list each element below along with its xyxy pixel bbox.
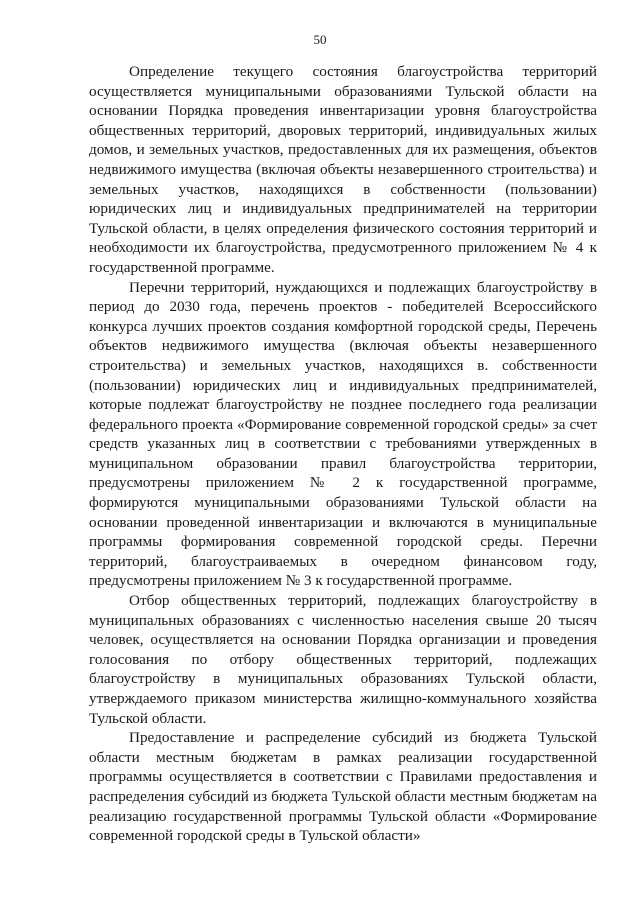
paragraph-current-state: Определение текущего состояния благоустройства территорий осуществляется муниципальными образованиями Тульской области на основании Порядка проведения инвентаризации уровня благоустройства общественных территорий, дворовых территорий, индивидуальных жилых домов, и земельных участков, предоставленных для их размещения, объектов недвижимого имущества (включая объекты незавершенного строительства) и земельных участков, находящихся в собственности (пользовании) юридических лиц и индивидуальных предпринимателей на территории Тульской области, в целях определения физического состояния территорий и необходимости их благоустройства, предусмотренного приложением № 4 к государственной программе. (89, 63, 597, 276)
paragraph-public-territory-selection: Отбор общественных территорий, подлежащих благоустройству в муниципальных образованиях с численностью населения свыше 20 тысяч человек, осуществляется на основании Порядка организации и проведения голосования по отбору общественных территорий, подлежащих благоустройству в муниципальных образованиях Тульской области, утверждаемого приказом министерства жилищно-коммунального хозяйства Тульской области. (89, 592, 597, 727)
page-number: 50 (313, 32, 327, 47)
paragraph-territory-lists: Перечни территорий, нуждающихся и подлежащих благоустройству в период до 2030 года, перечень проектов - победителей Всероссийского конкурса лучших проектов создания комфортной городской среды, Перечень объектов недвижимого имущества (включая объекты незавершенного строительства) и земельных участков, находящихся в. собственности (пользовании) юридических лиц и индивидуальных предпринимателей, которые подлежат благоустройству не позднее последнего года реализации федерального проекта «Формирование современной городской среды» за счет средств указанных лиц в соответствии с требованиями утвержденных в муниципальном образовании правил благоустройства территории, предусмотрены приложением № 2 к государственной программе, формируются муниципальными образованиями Тульской области на основании проведенной инвентаризации и включаются в муниципальные программы формирования современной городской среды. Перечни территорий, благоустраиваемых в очередном финансовом году, предусмотрены приложением № 3 к государственной программе. (89, 278, 597, 590)
paragraph-subsidies: Предоставление и распределение субсидий из бюджета Тульской области местным бюджетам в рамках реализации государственной программы осуществляется в соответствии с Правилами предоставления и распределения субсидий из бюджета Тульской области местным бюджетам на реализацию государственной программы Тульской области «Формирование современной городской среды в Тульской области» (89, 729, 597, 845)
document-body (89, 62, 597, 846)
